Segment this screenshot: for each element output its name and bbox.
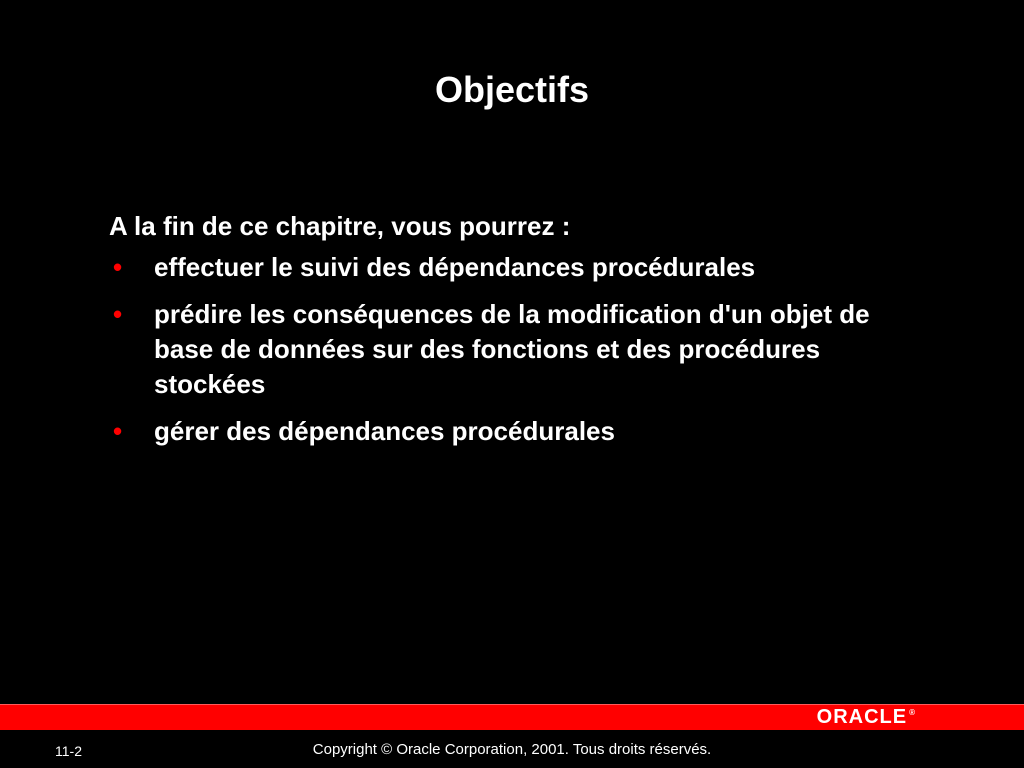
- bullet-text: gérer des dépendances procédurales: [154, 416, 615, 446]
- bullet-item: [109, 250, 929, 285]
- intro-text: A la fin de ce chapitre, vous pourrez :: [109, 211, 571, 241]
- bullet-text: effectuer le suivi des dépendances procédurales: [154, 252, 756, 282]
- bullet-icon: •: [113, 252, 123, 282]
- registered-mark: ®: [909, 708, 916, 717]
- bullet-icon: •: [113, 299, 123, 329]
- oracle-logo: [817, 706, 916, 728]
- bullet-list: [109, 250, 929, 449]
- bullet-item: [109, 297, 929, 402]
- bullet-text: prédire les conséquences de la modification d'un objet de base de données sur des fonctions et des procédures stockées: [154, 299, 870, 399]
- logo-text: ORACLE: [816, 705, 908, 728]
- copyright-notice: Copyright © Oracle Corporation, 2001. Tous droits réservés.: [312, 741, 712, 758]
- page-number: 11-2: [55, 743, 82, 759]
- bullet-icon: •: [113, 416, 123, 446]
- slide-content: [109, 206, 929, 461]
- bullet-item: [109, 414, 929, 449]
- slide-title: Objectifs: [434, 69, 590, 110]
